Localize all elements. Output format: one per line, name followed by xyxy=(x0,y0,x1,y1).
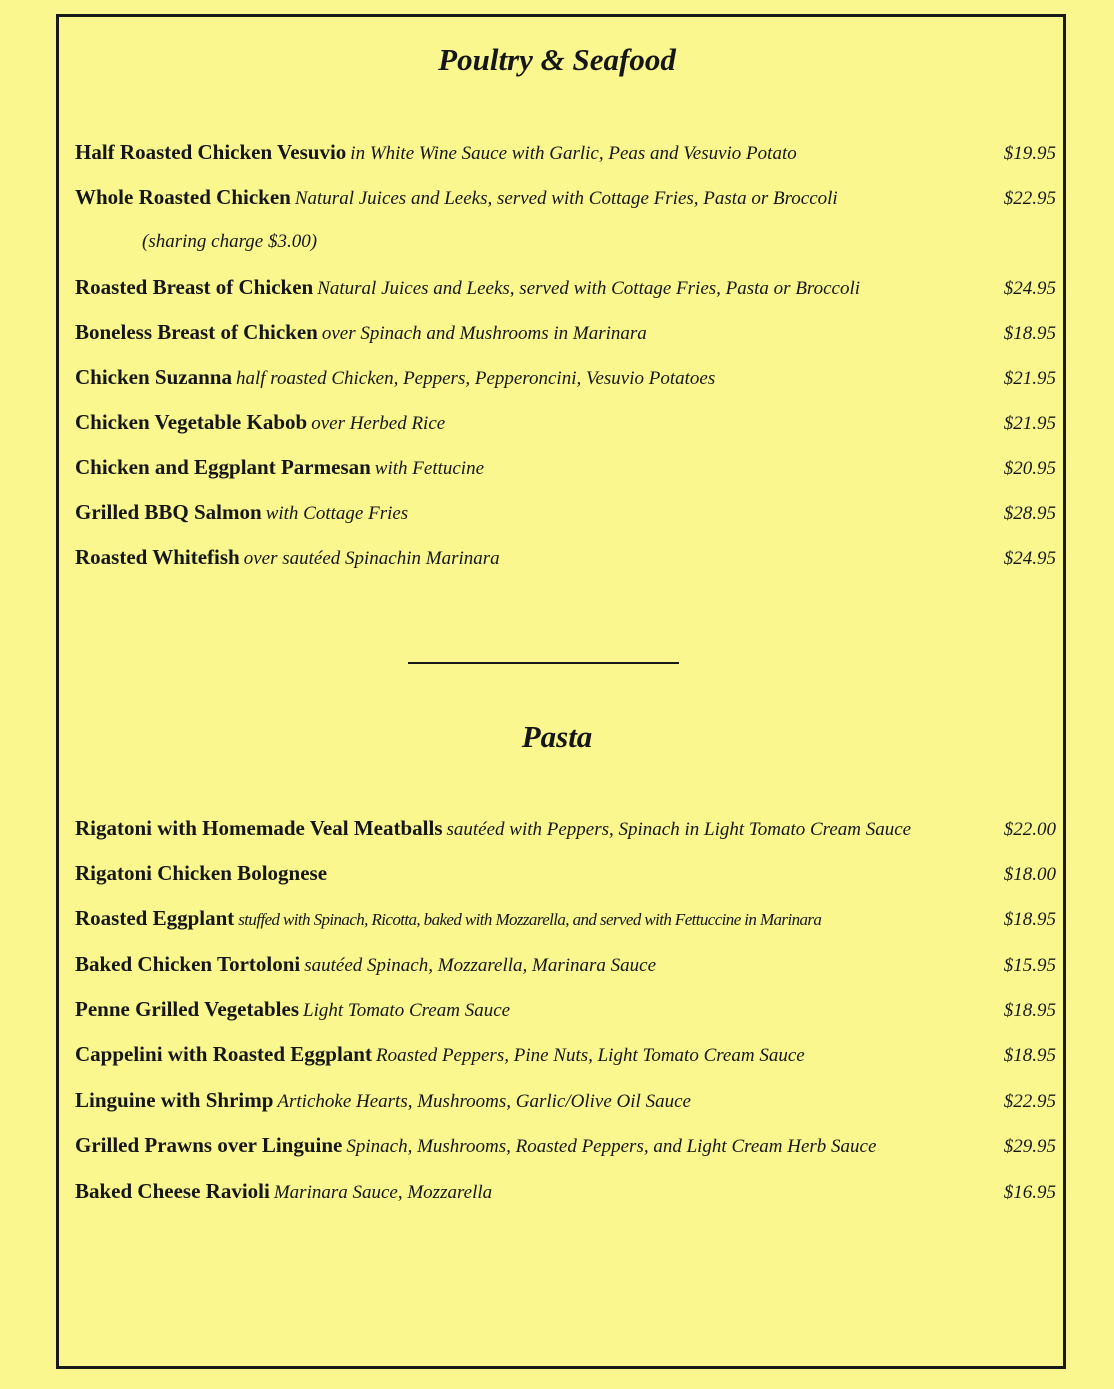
menu-item xyxy=(75,455,1056,487)
menu-item xyxy=(75,861,1056,893)
item-name: Rigatoni with Homemade Veal Meatballs xyxy=(75,816,443,840)
menu-item xyxy=(75,1133,1056,1165)
menu-item xyxy=(75,816,1056,848)
item-name: Boneless Breast of Chicken xyxy=(75,320,318,344)
menu-item xyxy=(75,906,1056,938)
item-name: Baked Chicken Tortoloni xyxy=(75,952,301,976)
item-description: Light Tomato Cream Sauce xyxy=(303,1000,511,1021)
item-name: Half Roasted Chicken Vesuvio xyxy=(75,140,347,164)
item-name: Chicken and Eggplant Parmesan xyxy=(75,455,371,479)
item-price: $24.95 xyxy=(1003,548,1056,569)
menu-border xyxy=(56,14,1066,1369)
item-description: Spinach, Mushrooms, Roasted Peppers, and Light Cream Herb Sauce xyxy=(346,1136,877,1157)
menu-item xyxy=(75,997,1056,1029)
item-name: Roasted Eggplant xyxy=(75,906,235,930)
item-name: Chicken Suzanna xyxy=(75,365,232,389)
sharing-charge-note: (sharing charge $3.00) xyxy=(142,231,318,252)
menu-item xyxy=(75,1042,1056,1074)
menu-item xyxy=(75,185,1056,217)
item-price: $15.95 xyxy=(1003,955,1056,976)
item-name: Cappelini with Roasted Eggplant xyxy=(75,1042,372,1066)
item-price: $18.00 xyxy=(1003,864,1056,885)
item-price: $18.95 xyxy=(1003,323,1056,344)
menu-item xyxy=(75,500,1056,532)
item-name: Whole Roasted Chicken xyxy=(75,185,291,209)
menu-item xyxy=(75,1088,1056,1120)
item-description: over Spinach and Mushrooms in Marinara xyxy=(321,323,647,344)
item-price: $29.95 xyxy=(1003,1136,1056,1157)
item-price: $22.95 xyxy=(1003,188,1056,209)
menu-item xyxy=(75,410,1056,442)
item-description: stuffed with Spinach, Ricotta, baked with Mozzarella, and served with Fettuccine in Marinara xyxy=(238,910,822,929)
item-name: Penne Grilled Vegetables xyxy=(75,997,299,1021)
item-name: Grilled BBQ Salmon xyxy=(75,500,262,524)
item-name: Linguine with Shrimp xyxy=(75,1088,274,1112)
item-description: Marinara Sauce, Mozzarella xyxy=(273,1182,493,1203)
menu-item xyxy=(75,320,1056,352)
item-description: with Fettucine xyxy=(374,458,485,479)
item-name: Rigatoni Chicken Bolognese xyxy=(75,861,328,885)
item-description: sautéed with Peppers, Spinach in Light Tomato Cream Sauce xyxy=(446,819,912,840)
poultry-seafood-heading: Poultry & Seafood xyxy=(438,42,676,77)
item-price: $18.95 xyxy=(1003,1045,1056,1066)
section-divider xyxy=(408,662,679,664)
item-description: with Cottage Fries xyxy=(265,503,409,524)
item-description: over sautéed Spinachin Marinara xyxy=(243,548,500,569)
item-description: half roasted Chicken, Peppers, Pepperoncini, Vesuvio Potatoes xyxy=(235,368,716,389)
menu-item xyxy=(75,545,1056,577)
item-price: $16.95 xyxy=(1003,1182,1056,1203)
menu-item xyxy=(75,952,1056,984)
item-name: Chicken Vegetable Kabob xyxy=(75,410,308,434)
item-name: Grilled Prawns over Linguine xyxy=(75,1133,343,1157)
item-description: in White Wine Sauce with Garlic, Peas and Vesuvio Potato xyxy=(350,143,797,164)
item-price: $21.95 xyxy=(1003,413,1056,434)
item-description: Artichoke Hearts, Mushrooms, Garlic/Olive Oil Sauce xyxy=(277,1091,691,1112)
item-price: $18.95 xyxy=(1003,909,1056,930)
item-price: $21.95 xyxy=(1003,368,1056,389)
item-description: over Herbed Rice xyxy=(311,413,446,434)
item-price: $24.95 xyxy=(1003,278,1056,299)
item-name: Roasted Whitefish xyxy=(75,545,240,569)
item-description: sautéed Spinach, Mozzarella, Marinara Sauce xyxy=(304,955,657,976)
item-price: $20.95 xyxy=(1003,458,1056,479)
item-description: Natural Juices and Leeks, served with Cottage Fries, Pasta or Broccoli xyxy=(317,278,861,299)
item-description: Natural Juices and Leeks, served with Cottage Fries, Pasta or Broccoli xyxy=(294,188,838,209)
menu-item xyxy=(75,1179,1056,1211)
item-name: Baked Cheese Ravioli xyxy=(75,1179,270,1203)
menu-item xyxy=(75,365,1056,397)
item-price: $28.95 xyxy=(1003,503,1056,524)
item-price: $22.00 xyxy=(1003,819,1056,840)
pasta-heading: Pasta xyxy=(521,719,593,754)
item-price: $18.95 xyxy=(1003,1000,1056,1021)
menu-item xyxy=(75,140,1056,172)
item-price: $19.95 xyxy=(1003,143,1056,164)
item-description: Roasted Peppers, Pine Nuts, Light Tomato Cream Sauce xyxy=(375,1045,805,1066)
item-price: $22.95 xyxy=(1003,1091,1056,1112)
menu-item xyxy=(75,275,1056,307)
item-name: Roasted Breast of Chicken xyxy=(75,275,314,299)
